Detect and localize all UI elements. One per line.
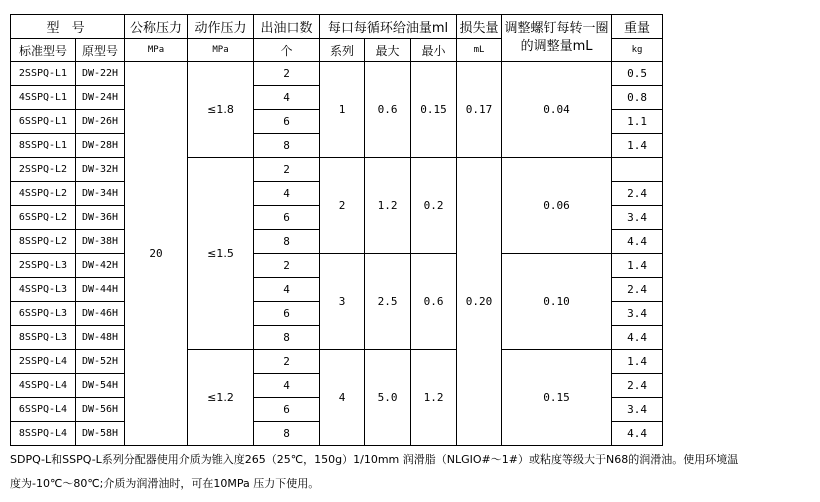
- original-model-cell: DW-34H: [76, 182, 125, 206]
- working-pressure-cell: ≤1.2: [188, 350, 254, 446]
- standard-model-cell: 4SSPQ-L4: [11, 374, 76, 398]
- standard-model-header: 标准型号: [11, 39, 76, 62]
- weight-cell: 1.1: [612, 110, 663, 134]
- weight-cell: [612, 158, 663, 182]
- weight-cell: 0.8: [612, 86, 663, 110]
- series-cell: 2: [320, 158, 365, 254]
- outlets-cell: 4: [254, 374, 320, 398]
- standard-model-cell: 2SSPQ-L4: [11, 350, 76, 374]
- footnote: [10, 448, 810, 496]
- footnote-line-2: 度为-10℃～80℃;介质为润滑油时，可在10MPa 压力下使用。: [10, 477, 320, 490]
- outlets-cell: 4: [254, 278, 320, 302]
- standard-model-cell: 6SSPQ-L2: [11, 206, 76, 230]
- adjust-cell: 0.06: [502, 158, 612, 254]
- outlets-unit: 个: [254, 39, 320, 62]
- original-model-cell: DW-44H: [76, 278, 125, 302]
- standard-model-cell: 8SSPQ-L3: [11, 326, 76, 350]
- series-cell: 3: [320, 254, 365, 350]
- outlets-cell: 6: [254, 398, 320, 422]
- standard-model-cell: 4SSPQ-L3: [11, 278, 76, 302]
- standard-model-cell: 8SSPQ-L4: [11, 422, 76, 446]
- table-row: [11, 254, 663, 278]
- max-cell: 1.2: [365, 158, 411, 254]
- adjust-header: 调整螺钉每转一圈的调整量mL: [502, 15, 612, 62]
- weight-cell: 0.5: [612, 62, 663, 86]
- series-header: 系列: [320, 39, 365, 62]
- working-pressure-unit: MPa: [188, 39, 254, 62]
- loss-cell: 0.17: [457, 62, 502, 158]
- adjust-cell: 0.04: [502, 62, 612, 158]
- outlets-cell: 8: [254, 230, 320, 254]
- max-cell: 0.6: [365, 62, 411, 158]
- working-pressure-cell: ≤1.5: [188, 158, 254, 350]
- original-model-header: 原型号: [76, 39, 125, 62]
- outlets-cell: 4: [254, 86, 320, 110]
- standard-model-cell: 2SSPQ-L2: [11, 158, 76, 182]
- weight-cell: 2.4: [612, 374, 663, 398]
- working-pressure-header: 动作压力: [188, 15, 254, 39]
- weight-cell: 3.4: [612, 206, 663, 230]
- standard-model-cell: 2SSPQ-L3: [11, 254, 76, 278]
- original-model-cell: DW-26H: [76, 110, 125, 134]
- weight-cell: 2.4: [612, 278, 663, 302]
- weight-cell: 2.4: [612, 182, 663, 206]
- outlets-cell: 6: [254, 206, 320, 230]
- weight-cell: 4.4: [612, 326, 663, 350]
- original-model-cell: DW-28H: [76, 134, 125, 158]
- standard-model-cell: 8SSPQ-L1: [11, 134, 76, 158]
- loss-header: 损失量: [457, 15, 502, 39]
- original-model-cell: DW-42H: [76, 254, 125, 278]
- standard-model-cell: 6SSPQ-L3: [11, 302, 76, 326]
- weight-cell: 3.4: [612, 302, 663, 326]
- outlets-cell: 8: [254, 134, 320, 158]
- outlets-cell: 8: [254, 326, 320, 350]
- weight-header: 重量: [612, 15, 663, 39]
- max-header: 最大: [365, 39, 411, 62]
- footnote-line-1: SDPQ-L和SSPQ-L系列分配器使用介质为锥入度265（25℃，150g）1/10mm 润滑脂（NLGIO#～1#）或粘度等级大于N68的润滑油。使用环境温: [10, 453, 739, 466]
- weight-cell: 1.4: [612, 134, 663, 158]
- original-model-cell: DW-58H: [76, 422, 125, 446]
- loss-unit: mL: [457, 39, 502, 62]
- weight-unit: kg: [612, 39, 663, 62]
- min-cell: 1.2: [411, 350, 457, 446]
- original-model-cell: DW-54H: [76, 374, 125, 398]
- table-row: [11, 158, 663, 182]
- original-model-cell: DW-48H: [76, 326, 125, 350]
- standard-model-cell: 6SSPQ-L1: [11, 110, 76, 134]
- standard-model-cell: 4SSPQ-L2: [11, 182, 76, 206]
- min-cell: 0.6: [411, 254, 457, 350]
- outlets-cell: 8: [254, 422, 320, 446]
- outlets-header: 出油口数: [254, 15, 320, 39]
- weight-cell: 1.4: [612, 350, 663, 374]
- nominal-pressure-unit: MPa: [125, 39, 188, 62]
- adjust-cell: 0.15: [502, 350, 612, 446]
- max-cell: 5.0: [365, 350, 411, 446]
- working-pressure-cell: ≤1.8: [188, 62, 254, 158]
- series-cell: 1: [320, 62, 365, 158]
- model-header: 型 号: [11, 15, 125, 39]
- original-model-cell: DW-52H: [76, 350, 125, 374]
- oil-per-cycle-header: 每口每循环给油量ml: [320, 15, 457, 39]
- outlets-cell: 4: [254, 182, 320, 206]
- original-model-cell: DW-38H: [76, 230, 125, 254]
- nominal-pressure-cell: 20: [125, 62, 188, 446]
- min-cell: 0.2: [411, 158, 457, 254]
- outlets-cell: 6: [254, 302, 320, 326]
- original-model-cell: DW-32H: [76, 158, 125, 182]
- standard-model-cell: 4SSPQ-L1: [11, 86, 76, 110]
- weight-cell: 1.4: [612, 254, 663, 278]
- original-model-cell: DW-56H: [76, 398, 125, 422]
- nominal-pressure-header: 公称压力: [125, 15, 188, 39]
- header-row: [11, 15, 663, 39]
- standard-model-cell: 2SSPQ-L1: [11, 62, 76, 86]
- standard-model-cell: 8SSPQ-L2: [11, 230, 76, 254]
- spec-table: [10, 14, 663, 446]
- max-cell: 2.5: [365, 254, 411, 350]
- adjust-cell: 0.10: [502, 254, 612, 350]
- original-model-cell: DW-36H: [76, 206, 125, 230]
- standard-model-cell: 6SSPQ-L4: [11, 398, 76, 422]
- outlets-cell: 2: [254, 62, 320, 86]
- table-row: [11, 62, 663, 86]
- loss-cell: 0.20: [457, 158, 502, 446]
- min-cell: 0.15: [411, 62, 457, 158]
- outlets-cell: 6: [254, 110, 320, 134]
- original-model-cell: DW-24H: [76, 86, 125, 110]
- weight-cell: 4.4: [612, 422, 663, 446]
- table-row: [11, 350, 663, 374]
- series-cell: 4: [320, 350, 365, 446]
- min-header: 最小: [411, 39, 457, 62]
- outlets-cell: 2: [254, 350, 320, 374]
- weight-cell: 4.4: [612, 230, 663, 254]
- weight-cell: 3.4: [612, 398, 663, 422]
- original-model-cell: DW-22H: [76, 62, 125, 86]
- outlets-cell: 2: [254, 254, 320, 278]
- original-model-cell: DW-46H: [76, 302, 125, 326]
- outlets-cell: 2: [254, 158, 320, 182]
